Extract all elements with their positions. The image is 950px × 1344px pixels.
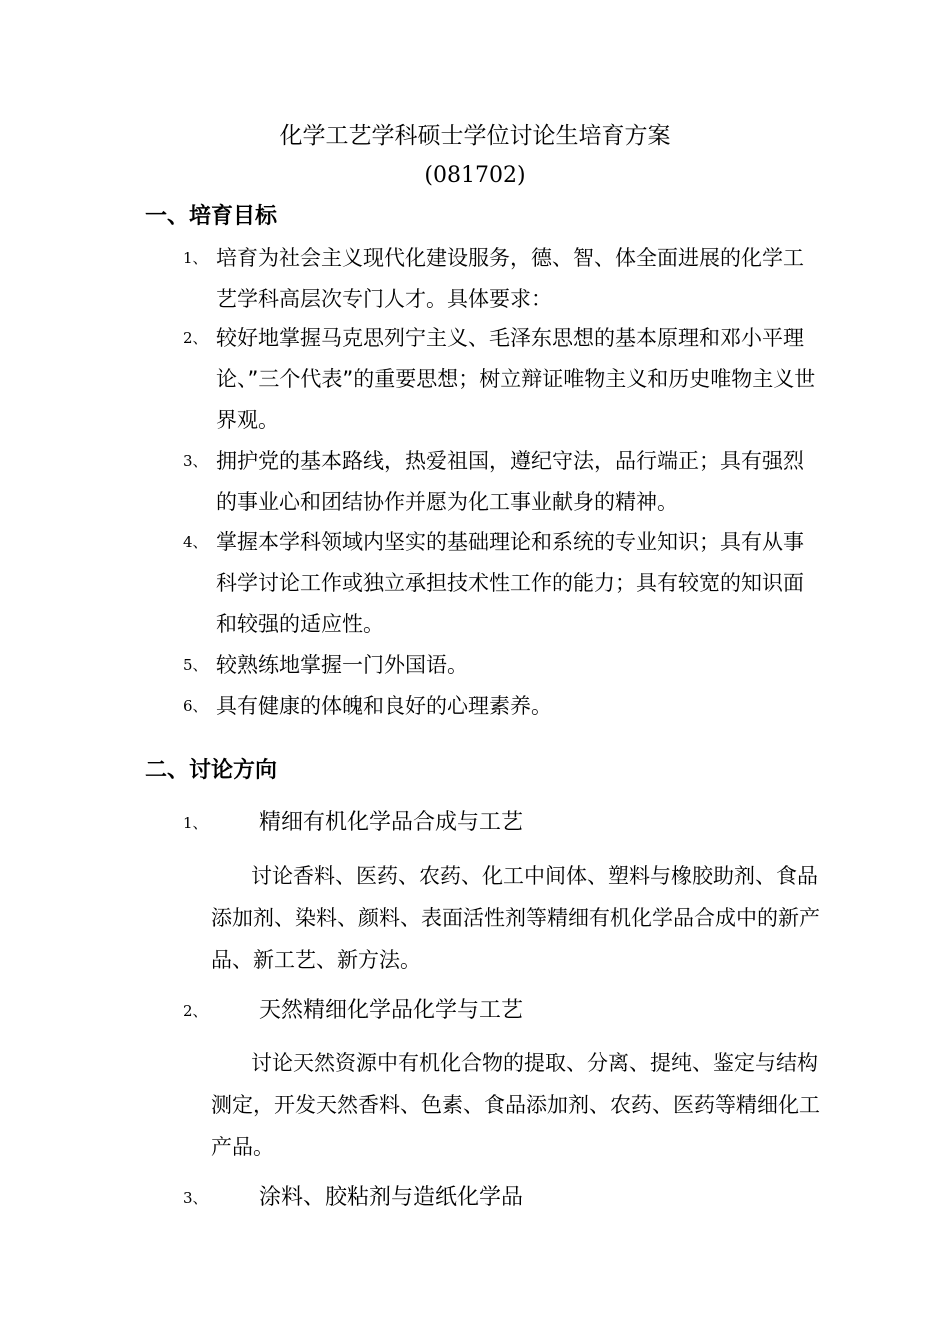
goal-item-number: 3、 xyxy=(183,452,208,470)
direction-title: 天然精细化学品化学与工艺 xyxy=(259,998,524,1023)
goal-item-text: 较好地掌握马克思列宁主义、毛泽东思想的基本原理和邓小平理论、”三个代表”的重要思想；树立辩证唯物主义和历史唯物主义世界观。 xyxy=(216,326,816,432)
goal-item xyxy=(183,238,823,320)
direction-number: 3、 xyxy=(183,1189,208,1207)
goal-item-number: 2、 xyxy=(183,329,208,347)
goal-item-text: 掌握本学科领域内坚实的基础理论和系统的专业知识；具有从事科学讨论工作或独立承担技术性工作的能力；具有较宽的知识面和较强的适应性。 xyxy=(216,530,804,636)
direction-item xyxy=(183,803,523,843)
document-title: 化学工艺学科硕士学位讨论生培育方案 xyxy=(279,123,671,149)
goal-item-text: 具有健康的体魄和良好的心理素养。 xyxy=(216,694,552,718)
goal-item-number: 5、 xyxy=(183,656,208,674)
discipline-code: (081702) xyxy=(424,163,526,188)
section-heading-goals: 一、培育目标 xyxy=(145,204,278,229)
goal-item-number: 6、 xyxy=(183,697,208,715)
goal-item-number: 1、 xyxy=(183,249,208,267)
goal-item xyxy=(183,522,823,645)
direction-item xyxy=(183,991,523,1031)
goal-item xyxy=(183,318,823,441)
direction-title: 精细有机化学品合成与工艺 xyxy=(259,810,524,835)
goal-item-number: 4、 xyxy=(183,533,208,551)
section-heading-directions: 二、讨论方向 xyxy=(145,758,278,783)
direction-title: 涂料、胶粘剂与造纸化学品 xyxy=(259,1185,524,1210)
direction-description: 讨论天然资源中有机化合物的提取、分离、提纯、鉴定与结构测定，开发天然香料、色素、食品添加剂、农药、医药等精细化工产品。 xyxy=(211,1051,820,1159)
goal-item-text: 培育为社会主义现代化建设服务，德、智、体全面进展的化学工艺学科高层次专门人才。具体要求： xyxy=(216,246,804,311)
goal-item xyxy=(183,686,823,727)
direction-description: 讨论香料、医药、农药、化工中间体、塑料与橡胶助剂、食品添加剂、染料、颜料、表面活性剂等精细有机化学品合成中的新产品、新工艺、新方法。 xyxy=(211,864,820,972)
goal-item xyxy=(183,441,823,523)
goal-item-text: 拥护党的基本路线，热爱祖国，遵纪守法，品行端正；具有强烈的事业心和团结协作并愿为化工事业献身的精神。 xyxy=(216,449,804,514)
direction-item xyxy=(183,1178,523,1218)
direction-number: 2、 xyxy=(183,1002,208,1020)
direction-number: 1、 xyxy=(183,814,208,832)
goal-item xyxy=(183,645,823,686)
goal-item-text: 较熟练地掌握一门外国语。 xyxy=(216,653,468,677)
